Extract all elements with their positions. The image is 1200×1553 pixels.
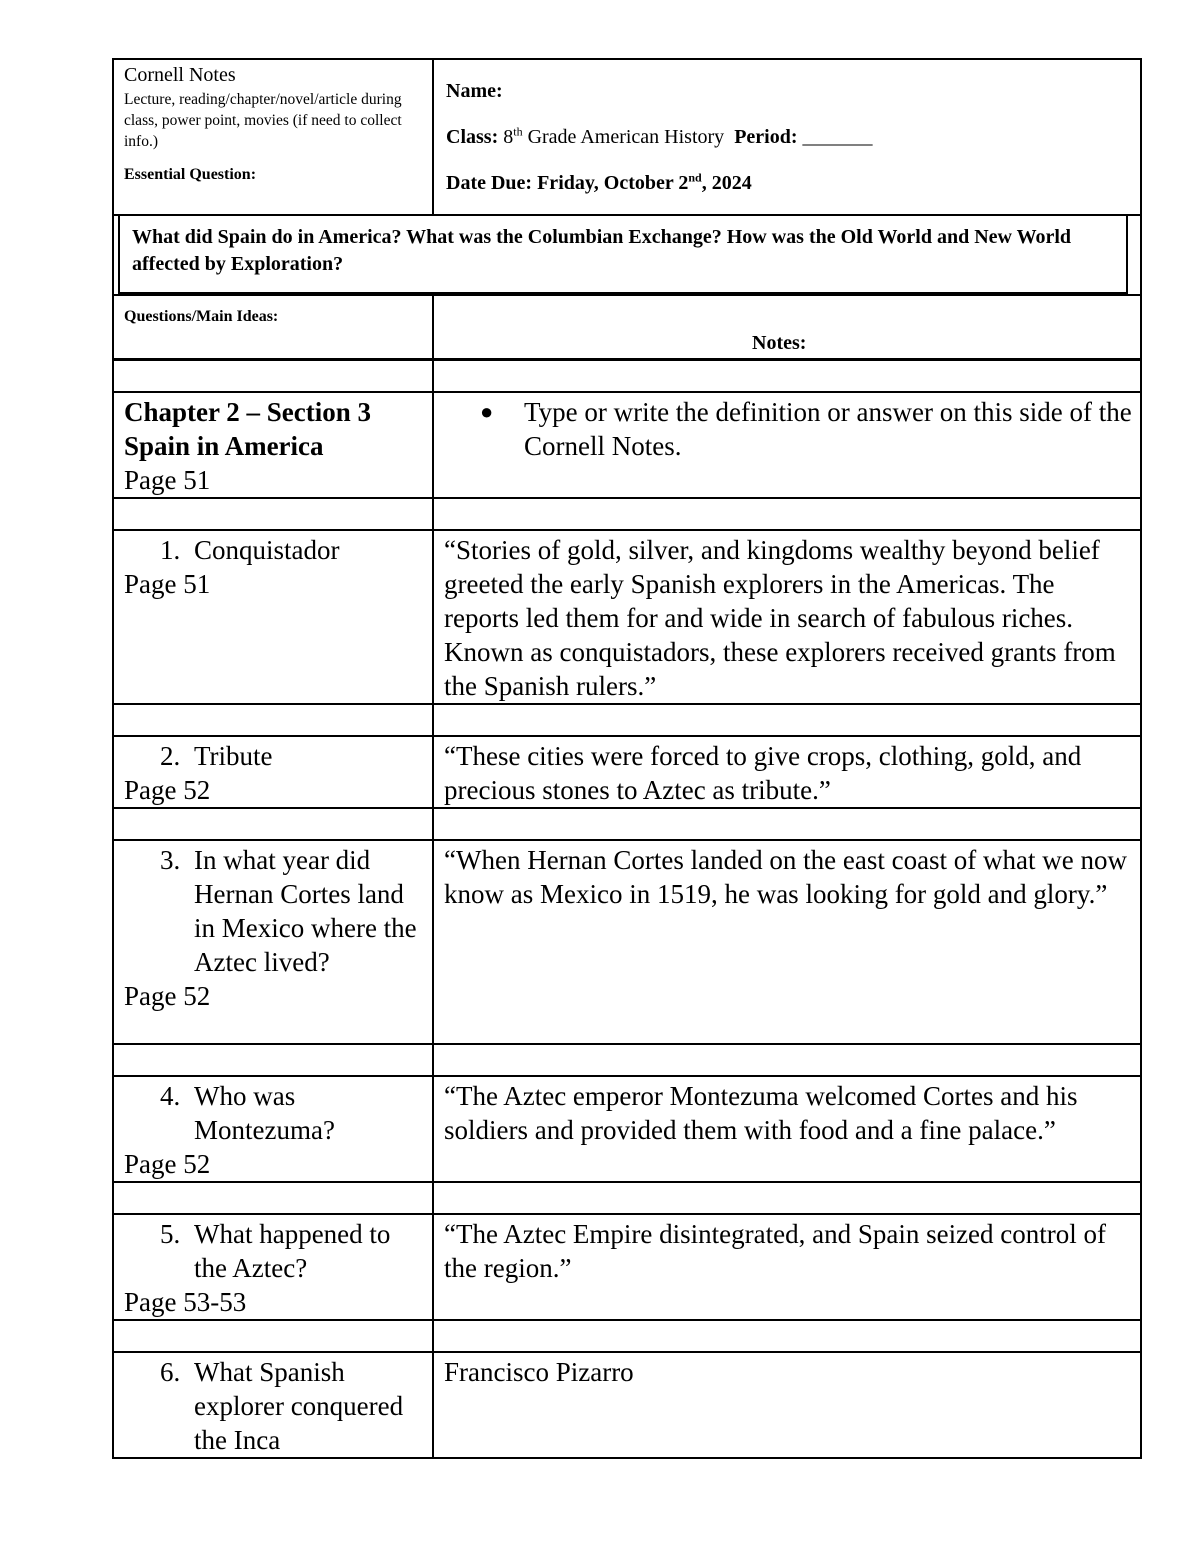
note-text: “The Aztec Empire disintegrated, and Spain seized control of the region.” [444,1219,1107,1283]
header-block [112,58,1142,216]
note-cell [433,530,1141,704]
section-title: Spain in America [124,431,324,461]
essential-question-box [118,216,1128,294]
spacer-row [113,498,1141,530]
spacer-cell [113,1320,433,1352]
class-grade-suffix: th [513,124,523,139]
essential-question-text: What did Spain do in America? What was the Columbian Exchange? How was the Old World and New World affected by Exploration? [132,226,1072,275]
note-cell [433,840,1141,1044]
question-text: In what year did Hernan Cortes land in Mexico where the Aztec lived? [194,845,417,977]
question-cell [113,736,433,808]
question-item [124,1079,426,1147]
note-cell [433,1214,1141,1320]
questions-header-cell [113,295,433,360]
question-item [124,739,426,773]
question-cell [113,530,433,704]
note-text: “When Hernan Cortes landed on the east coast of what we now know as Mexico in 1519, he was looking for gold and glory.” [444,845,1128,909]
spacer-cell [433,1044,1141,1076]
question-item [124,1355,426,1457]
question-number: 3. [160,845,181,875]
spacer-cell [113,360,433,393]
questions-main-ideas-header: Questions/Main Ideas: [124,308,279,325]
section-cell [113,392,433,498]
date-due-value: Friday, October 2 [537,172,689,194]
essential-question-label: Essential Question: [124,166,257,183]
spacer-cell [113,808,433,840]
cornell-notes-subtitle: Lecture, reading/chapter/novel/article during class, power point, movies (if need to collect info.) [124,91,402,150]
class-field [446,126,873,149]
period-label: Period: [734,126,798,148]
question-page: Page 52 [124,775,211,805]
spacer-cell [113,704,433,736]
column-header-row [113,295,1141,360]
header-right-cell [434,60,1140,216]
notes-header: Notes: [752,332,807,354]
date-due-suffix: nd [688,170,702,185]
table-row [113,736,1141,808]
note-text: Francisco Pizarro [444,1357,634,1387]
question-text: Who was Montezuma? [194,1081,335,1145]
note-text: “Stories of gold, silver, and kingdoms wealthy beyond belief greeted the early Spanish explorers in the Americas. The reports led them for and wide in search of fabulous riches. Known as conquistadors, these explorers received grants from the Spanish rulers.” [444,535,1116,701]
spacer-cell [433,1182,1141,1214]
table-row [113,1076,1141,1182]
question-page: Page 51 [124,569,211,599]
chapter-heading: Chapter 2 – Section 3 [124,397,371,427]
question-page: Page 52 [124,981,211,1011]
question-text: Conquistador [194,535,340,565]
question-number: 2. [160,741,181,771]
note-text: “These cities were forced to give crops, clothing, gold, and precious stones to Aztec as tribute.” [444,741,1082,805]
question-item [124,843,426,979]
spacer-cell [433,360,1141,393]
spacer-cell [433,498,1141,530]
class-grade-number: 8 [503,126,514,148]
question-text: What happened to the Aztec? [194,1219,391,1283]
note-cell [433,736,1141,808]
spacer-cell [113,498,433,530]
instruction-text: Type or write the definition or answer on this side of the Cornell Notes. [524,397,1132,461]
note-cell [433,1352,1141,1458]
question-number: 5. [160,1219,181,1249]
question-text: Tribute [194,741,273,771]
section-page: Page 51 [124,465,211,495]
date-due-year: , 2024 [701,172,752,194]
spacer-row [113,808,1141,840]
question-page: Page 52 [124,1149,211,1179]
notes-header-cell [433,295,1141,360]
header-left-cell [114,60,434,216]
instruction-bullet [444,395,1132,463]
spacer-cell [113,1044,433,1076]
table-row [113,1214,1141,1320]
question-number: 6. [160,1357,181,1387]
instruction-cell [433,392,1141,498]
spacer-row [113,704,1141,736]
question-number: 4. [160,1081,181,1111]
table-row [113,530,1141,704]
section-row [113,392,1141,498]
spacer-row [113,1044,1141,1076]
question-item [124,1217,426,1285]
spacer-cell [113,1182,433,1214]
spacer-cell [433,1320,1141,1352]
period-blank: _______ [802,126,873,148]
essential-question-row [112,214,1142,296]
question-cell [113,840,433,1044]
bullet-icon: ● [480,399,494,424]
question-number: 1. [160,535,181,565]
spacer-cell [433,704,1141,736]
name-field-label: Name: [446,80,503,102]
class-label: Class: [446,126,499,148]
spacer-row [113,1182,1141,1214]
question-cell [113,1352,433,1458]
question-cell [113,1214,433,1320]
date-due-field [446,172,752,195]
table-row [113,1352,1141,1458]
question-page: Page 53-53 [124,1287,247,1317]
note-text: “The Aztec emperor Montezuma welcomed Cortes and his soldiers and provided them with food and a fine palace.” [444,1081,1078,1145]
question-cell [113,1076,433,1182]
cornell-notes-title: Cornell Notes [124,64,236,86]
note-cell [433,1076,1141,1182]
notes-table [112,294,1142,1459]
spacer-row [113,360,1141,393]
class-value: Grade American History [522,126,725,148]
question-item [124,533,426,567]
table-row [113,840,1141,1044]
spacer-cell [433,808,1141,840]
spacer-row [113,1320,1141,1352]
question-text: What Spanish explorer conquered the Inca [194,1357,404,1455]
date-due-label: Date Due: [446,172,533,194]
